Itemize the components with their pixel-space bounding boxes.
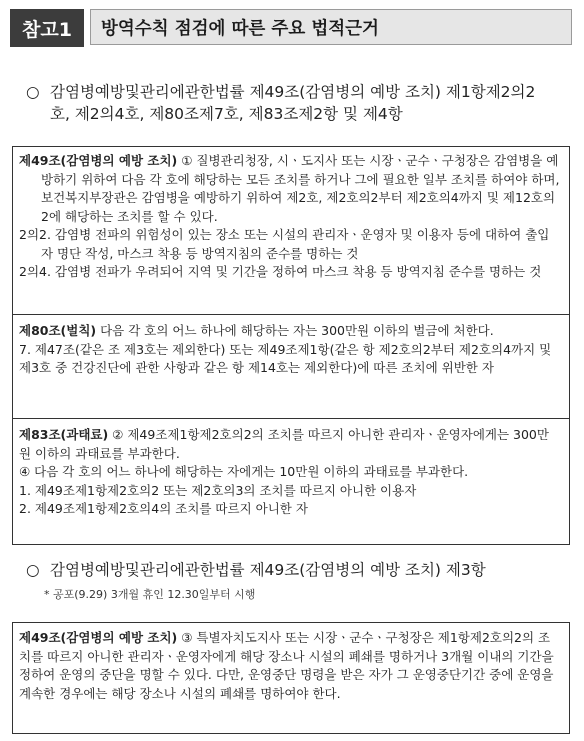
article83-block (19, 426, 561, 519)
divider (13, 418, 569, 419)
page-title: 방역수칙 점검에 따른 주요 법적근거 (90, 9, 572, 45)
law-excerpt-box-1 (12, 146, 570, 545)
section2-heading (26, 559, 571, 581)
section1-line1: 감염병예방및관리에관한법률 제49조(감염병의 예방 조치) 제1항제2의2 (50, 83, 536, 101)
article83-para-4: ④ 다음 각 호의 어느 하나에 해당하는 자에게는 10만원 이하의 과태료를 부과한다. (19, 464, 469, 479)
article83-label: 제83조(과태료) (19, 427, 109, 442)
article49-item-2-2: 2의2. 감염병 전파의 위험성이 있는 장소 또는 시설의 관리자ㆍ운영자 및 이용자 등에 대하여 출입자 명단 작성, 마스크 착용 등 방역지침의 준수를 명하는 것 (19, 227, 550, 261)
article80-block (19, 322, 561, 378)
article83-text: ② 제49조제1항제2호의2의 조치를 따르지 아니한 관리자ㆍ운영자에게는 300만원 이하의 과태료를 부과한다. (19, 427, 549, 461)
law-excerpt-box-2 (12, 622, 570, 734)
article49-text: ① 질병관리청장, 시ㆍ도지사 또는 시장ㆍ군수ㆍ구청장은 감염병을 예방하기 위하여 다음 각 호에 해당하는 모든 조치를 하거나 그에 필요한 일부 조치를 하여야 하며, 보건복지부장관은 감염병을 예방하기 위하여 제2호, 제2호의2부터 제2호의4까지 및 제12호의2에 해당하는 조치를 할 수 있다. (41, 153, 560, 224)
article49-label: 제49조(감염병의 예방 조치) (19, 153, 178, 168)
divider (13, 314, 569, 315)
article49-block (19, 152, 561, 282)
section2-line1: 감염병예방및관리에관한법률 제49조(감염병의 예방 조치) 제3항 (50, 561, 486, 579)
article80-item-7: 7. 제47조(같은 조 제3호는 제외한다) 또는 제49조제1항(같은 항 제2호의2부터 제2호의4까지 및 제3호 중 건강진단에 관한 사항과 같은 항 제14호는 제외한다)에 따른 조치에 위반한 자 (19, 341, 552, 375)
article83-item-2: 2. 제49조제1항제2호의4의 조치를 따르지 아니한 자 (19, 501, 308, 516)
article49-para3-text: ③ 특별자치도지사 또는 시장ㆍ군수ㆍ구청장은 제1항제2호의2의 조치를 따르지 아니한 관리자ㆍ운영자에게 해당 장소나 시설의 폐쇄를 명하거나 3개월 이내의 기간을 정하여 운영의 중단을 명할 수 있다. 다만, 운영중단 명령을 받은 자가 그 운영중단기간 중에 운영을 계속한 경우에는 해당 장소나 시설의 폐쇄를 명하여야 한다. (19, 630, 554, 701)
article49-item-2-4: 2의4. 감염병 전파가 우려되어 지역 및 기간을 정하여 마스크 착용 등 방역지침 준수를 명하는 것 (19, 264, 542, 279)
bullet-icon: ○ (26, 561, 40, 579)
page-header (10, 9, 574, 47)
article80-text: 다음 각 호의 어느 하나에 해당하는 자는 300만원 이하의 벌금에 처한다. (96, 323, 494, 338)
enforcement-note: * 공포(9.29) 3개월 휴인 12.30일부터 시행 (44, 588, 256, 601)
article49-label: 제49조(감염병의 예방 조치) (19, 630, 178, 645)
reference-badge: 참고1 (10, 9, 84, 47)
article80-label: 제80조(벌칙) (19, 323, 97, 338)
section1-line2: 호, 제2의4호, 제80조제7호, 제83조제2항 및 제4항 (50, 105, 403, 123)
article83-item-1: 1. 제49조제1항제2호의2 또는 제2호의3의 조치를 따르지 아니한 이용자 (19, 482, 417, 498)
bullet-icon: ○ (26, 83, 40, 101)
article49-para3 (19, 629, 561, 703)
section1-heading (26, 81, 571, 125)
